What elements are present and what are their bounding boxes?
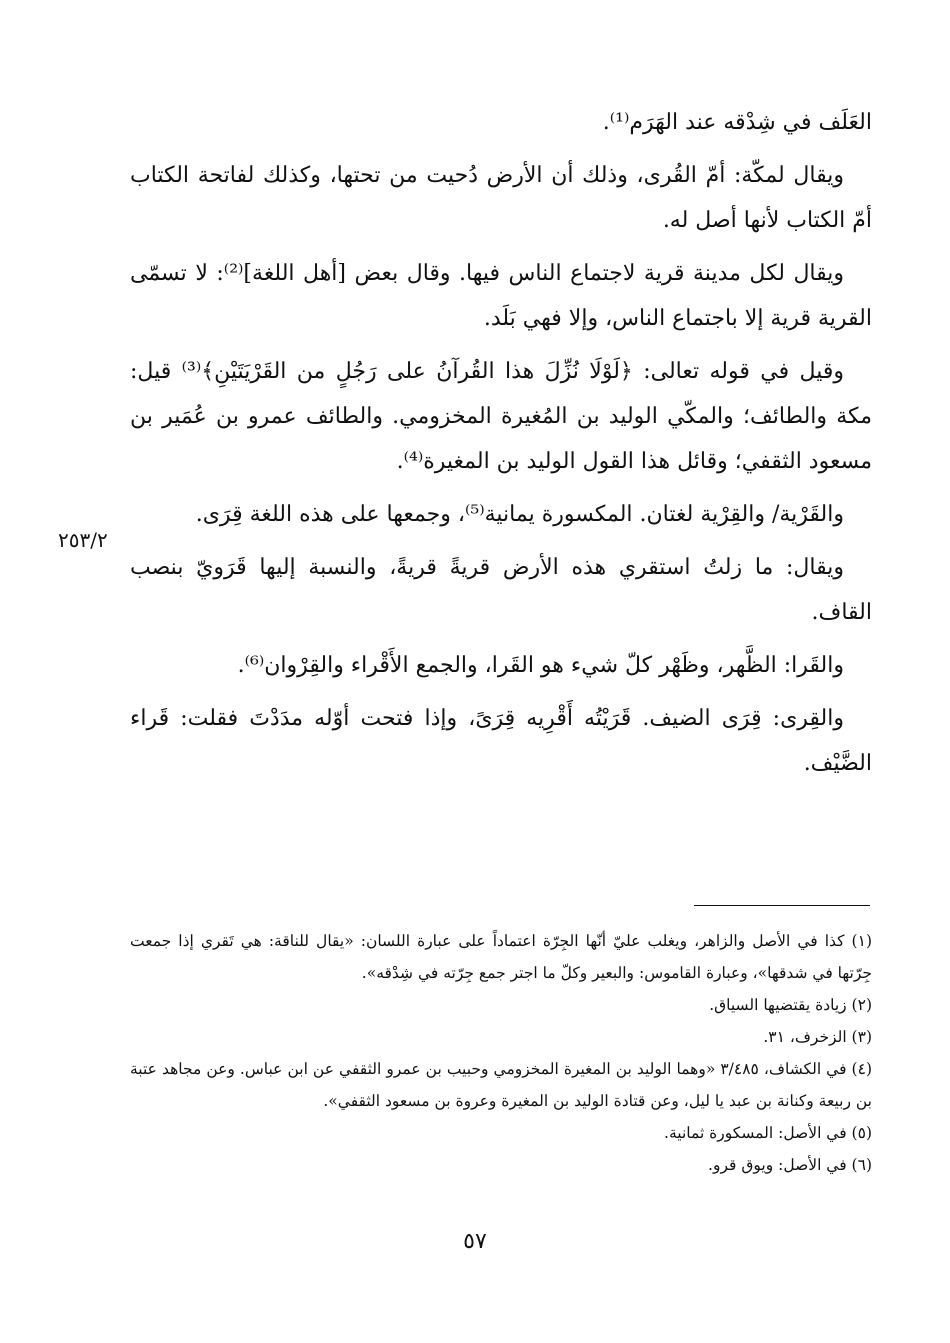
footnote: (١) كذا في الأصل والزاهر، ويغلب عليّ أنّها الجِرّة اعتماداً على عبارة اللسان: «يقال للناقة: هي تَقري إذا جمعت جِرّتها في شدقها»، وعبارة القاموس: والبعير وكلّ ما اجتر جمع جِرّته في شِدْقه». xyxy=(130,932,872,982)
footnote: (٤) في الكشاف، ٣/٤٨٥ «وهما الوليد بن المغيرة المخزومي وحبيب بن عمرو الثقفي عن ابن عباس. وعن مجاهد عتبة بن ربيعة وكنانة بن عبد يا ليل، وعن قتادة الوليد بن المغيرة وعروة بن مسعود الثقفي». xyxy=(130,1060,872,1110)
paragraph: والقَرا: الظَّهر، وظَهْر كلّ شيء هو القَرا، والجمع الأَقْراء والقِرْوان⁽⁶⁾. xyxy=(237,653,844,678)
paragraph: والقَرْية/ والقِرْية لغتان. المكسورة يمانية⁽⁵⁾، وجمعها على هذه اللغة قِرَى. xyxy=(195,502,844,527)
paragraph: ويقال لكل مدينة قرية لاجتماع الناس فيها. وقال بعض [أهل اللغة]⁽²⁾: لا تسمّى القرية قرية إلا باجتماع الناس، وإلا فهي بَلَد. xyxy=(130,261,872,331)
footnote: (٦) في الأصل: ويوق قرو. xyxy=(708,1156,872,1174)
page-number: ٥٧ xyxy=(463,1229,487,1254)
paragraph: وقيل في قوله تعالى: ﴿لَوْلَا نُزِّلَ هذا القُرآنُ على رَجُلٍ من القَرْيَتَيْنِ﴾⁽³⁾ قيل: مكة والطائف؛ والمكّي الوليد بن المُغيرة المخزومي. والطائف عمرو بن عُمَير بن مسعود الثقفي؛ وقائل هذا القول الوليد بن المغيرة⁽⁴⁾. xyxy=(130,359,872,474)
footnote: (٣) الزخرف، ٣١. xyxy=(763,1028,872,1046)
footnote: (٥) في الأصل: المسكورة ثمانية. xyxy=(664,1124,872,1142)
footnote-divider xyxy=(694,905,870,906)
paragraph: العَلَف في شِدْقه عند الهَرَم⁽¹⁾. xyxy=(602,110,872,135)
footnotes xyxy=(130,925,872,1181)
footnote: (٢) زيادة يقتضيها السياق. xyxy=(709,996,872,1014)
paragraph: والقِرى: قِرَى الضيف. قَرَيْتُه أَقْرِيه قِرَىً، وإذا فتحت أوّله مدَدْتَ فقلت: قَراء الضَّيْف. xyxy=(130,706,872,776)
margin-reference: ٢٥٣/٢ xyxy=(58,528,108,552)
paragraph: ويقال لمكّة: أمّ القُرى، وذلك أن الأرض دُحيت من تحتها، وكذلك لفاتحة الكتاب أمّ الكتاب لأنها أصل له. xyxy=(130,163,872,233)
paragraph: ويقال: ما زلتُ استقري هذه الأرض قريةً قريةً، والنسبة إليها قَرَويّ بنصب القاف. xyxy=(130,555,872,625)
main-text xyxy=(130,100,872,794)
